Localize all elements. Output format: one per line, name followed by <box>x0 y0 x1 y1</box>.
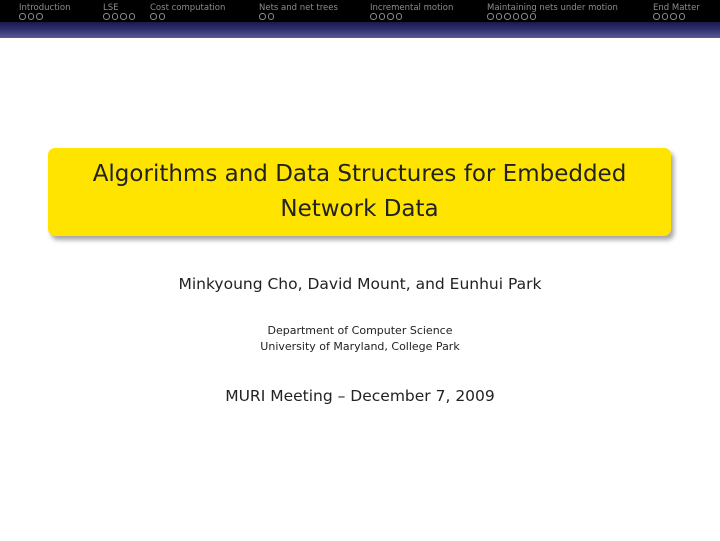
nav-dot[interactable] <box>268 13 275 20</box>
nav-dot[interactable] <box>653 13 660 20</box>
nav-dot[interactable] <box>112 13 119 20</box>
nav-dot[interactable] <box>396 13 403 20</box>
nav-dot[interactable] <box>28 13 35 20</box>
department: Department of Computer Science <box>267 324 453 337</box>
nav-dot[interactable] <box>387 13 394 20</box>
nav-section-label[interactable]: Cost computation <box>150 3 226 13</box>
institution <box>0 323 720 355</box>
nav-section-label[interactable]: Introduction <box>19 3 71 13</box>
nav-section-dots <box>19 13 45 20</box>
nav-section-dots <box>653 13 687 20</box>
nav-section-dots <box>370 13 404 20</box>
university: University of Maryland, College Park <box>260 340 460 353</box>
nav-section-label[interactable]: End Matter <box>653 3 700 13</box>
nav-section-dots <box>103 13 137 20</box>
nav-dot[interactable] <box>19 13 26 20</box>
title-box <box>48 148 671 236</box>
nav-dot[interactable] <box>370 13 377 20</box>
nav-section-dots <box>487 13 538 20</box>
nav-dot[interactable] <box>103 13 110 20</box>
nav-dot[interactable] <box>120 13 127 20</box>
nav-dot[interactable] <box>530 13 537 20</box>
nav-section-label[interactable]: LSE <box>103 3 119 13</box>
authors: Minkyoung Cho, David Mount, and Eunhui Park <box>178 275 542 293</box>
nav-section-label[interactable]: Maintaining nets under motion <box>487 3 618 13</box>
nav-dot[interactable] <box>487 13 494 20</box>
nav-dot[interactable] <box>129 13 136 20</box>
nav-dot[interactable] <box>36 13 43 20</box>
section-navigation-bar <box>0 0 720 22</box>
nav-section-dots <box>259 13 276 20</box>
event-date: MURI Meeting – December 7, 2009 <box>225 387 495 405</box>
nav-dot[interactable] <box>159 13 166 20</box>
nav-dot[interactable] <box>504 13 511 20</box>
nav-dot[interactable] <box>521 13 528 20</box>
nav-dot[interactable] <box>259 13 266 20</box>
nav-section-dots <box>150 13 167 20</box>
nav-dot[interactable] <box>662 13 669 20</box>
nav-dot[interactable] <box>496 13 503 20</box>
nav-dot[interactable] <box>150 13 157 20</box>
nav-section-label[interactable]: Nets and net trees <box>259 3 338 13</box>
nav-dot[interactable] <box>379 13 386 20</box>
nav-dot[interactable] <box>670 13 677 20</box>
header-gradient-band <box>0 22 720 38</box>
nav-dot[interactable] <box>513 13 520 20</box>
nav-section-label[interactable]: Incremental motion <box>370 3 454 13</box>
nav-dot[interactable] <box>679 13 686 20</box>
slide-title: Algorithms and Data Structures for Embedded Network Data <box>92 161 627 222</box>
